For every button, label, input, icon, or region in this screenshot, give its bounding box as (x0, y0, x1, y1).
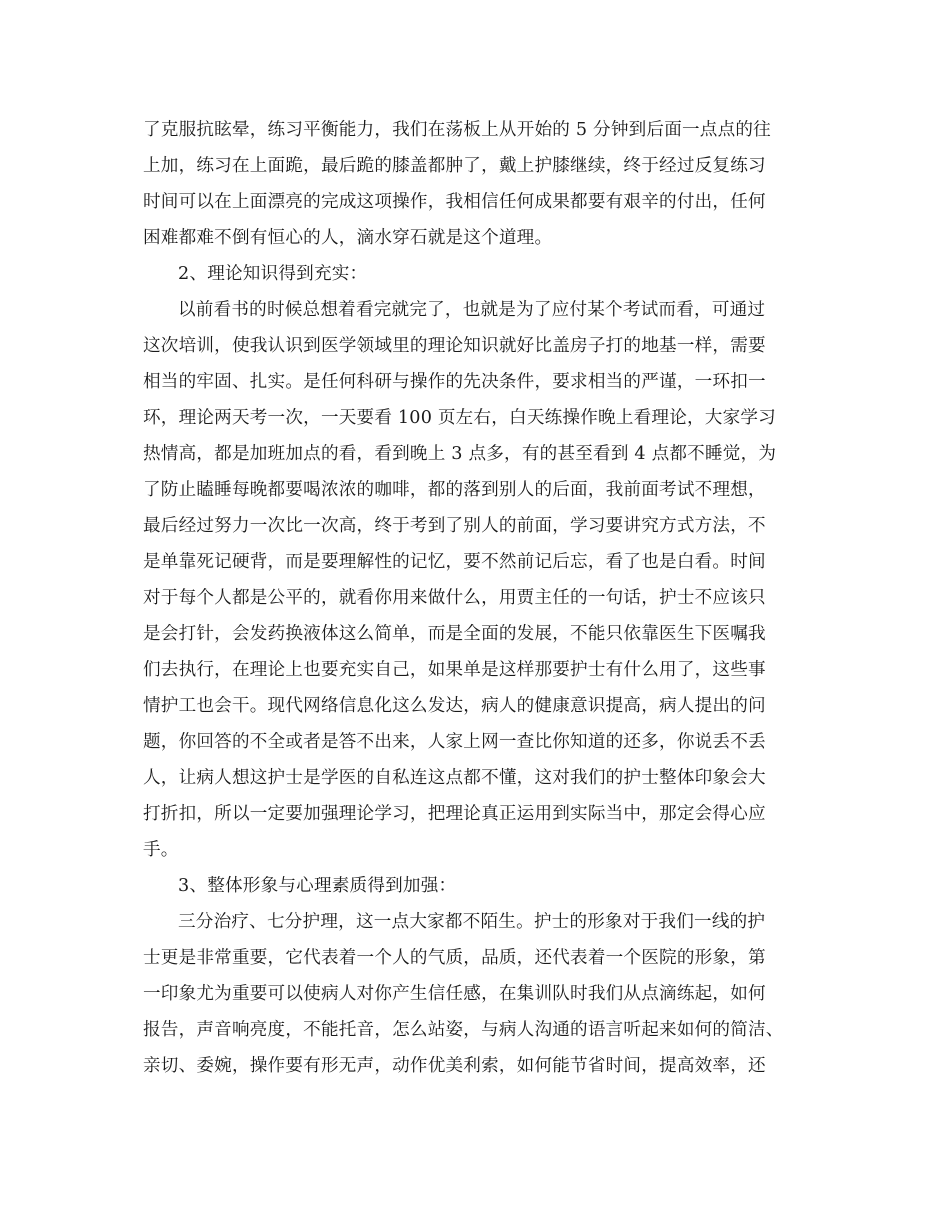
text-line: 了克服抗眩晕，练习平衡能力，我们在荡板上从开始的 5 分钟到后面一点点的往 (143, 120, 771, 140)
text-line: 是会打针，会发药换液体这么简单，而是全面的发展，不能只依靠医生下医嘱我 (143, 624, 766, 644)
text-line: 亲切、委婉，操作要有形无声，动作优美利索，如何能节省时间，提高效率，还 (143, 1056, 766, 1076)
text-line: 相当的牢固、扎实。是任何科研与操作的先决条件，要求相当的严谨，一环扣一 (143, 372, 766, 392)
section-heading: 3、整体形象与心理素质得到加强： (178, 876, 457, 896)
text-line: 人，让病人想这护士是学医的自私连这点都不懂，这对我们的护士整体印象会大 (143, 768, 766, 788)
text-line: 打折扣，所以一定要加强理论学习，把理论真正运用到实际当中，那定会得心应 (143, 804, 766, 824)
text-line: 困难都难不倒有恒心的人，滴水穿石就是这个道理。 (143, 228, 553, 248)
text-line: 报告，声音响亮度，不能托音，怎么站姿，与病人沟通的语言听起来如何的简洁、 (143, 1020, 784, 1040)
text-line: 士更是非常重要，它代表着一个人的气质，品质，还代表着一个医院的形象，第 (143, 948, 766, 968)
text-line: 们去执行，在理论上也要充实自己，如果单是这样那要护士有什么用了，这些事 (143, 660, 766, 680)
text-line: 这次培训，使我认识到医学领域里的理论知识就好比盖房子打的地基一样，需要 (143, 336, 766, 356)
text-line: 对于每个人都是公平的，就看你用来做什么，用贾主任的一句话，护士不应该只 (143, 588, 766, 608)
text-line: 是单靠死记硬背，而是要理解性的记忆，要不然前记后忘，看了也是白看。时间 (143, 552, 766, 572)
text-line: 情护工也会干。现代网络信息化这么发达，病人的健康意识提高，病人提出的问 (143, 696, 766, 716)
text-line: 时间可以在上面漂亮的完成这项操作，我相信任何成果都要有艰辛的付出，任何 (143, 192, 766, 212)
text-line: 三分治疗、七分护理，这一点大家都不陌生。护士的形象对于我们一线的护 (178, 912, 766, 932)
text-line: 题，你回答的不全或者是答不出来，人家上网一查比你知道的还多，你说丢不丢 (143, 732, 766, 752)
text-line: 一印象尤为重要可以使病人对你产生信任感，在集训队时我们从点滴练起，如何 (143, 984, 766, 1004)
text-line: 了防止瞌睡每晚都要喝浓浓的咖啡，都的落到别人的后面，我前面考试不理想， (143, 480, 766, 500)
text-line: 环，理论两天考一次，一天要看 100 页左右，白天练操作晚上看理论，大家学习 (143, 408, 776, 428)
text-line: 以前看书的时候总想着看完就完了，也就是为了应付某个考试而看，可通过 (178, 300, 766, 320)
text-line: 手。 (143, 840, 179, 860)
text-line: 热情高，都是加班加点的看，看到晚上 3 点多，有的甚至看到 4 点都不睡觉，为 (143, 444, 777, 464)
text-line: 上加，练习在上面跪，最后跪的膝盖都肿了，戴上护膝继续，终于经过反复练习 (143, 156, 766, 176)
section-heading: 2、理论知识得到充实： (178, 264, 368, 284)
text-line: 最后经过努力一次比一次高，终于考到了别人的前面，学习要讲究方式方法，不 (143, 516, 766, 536)
